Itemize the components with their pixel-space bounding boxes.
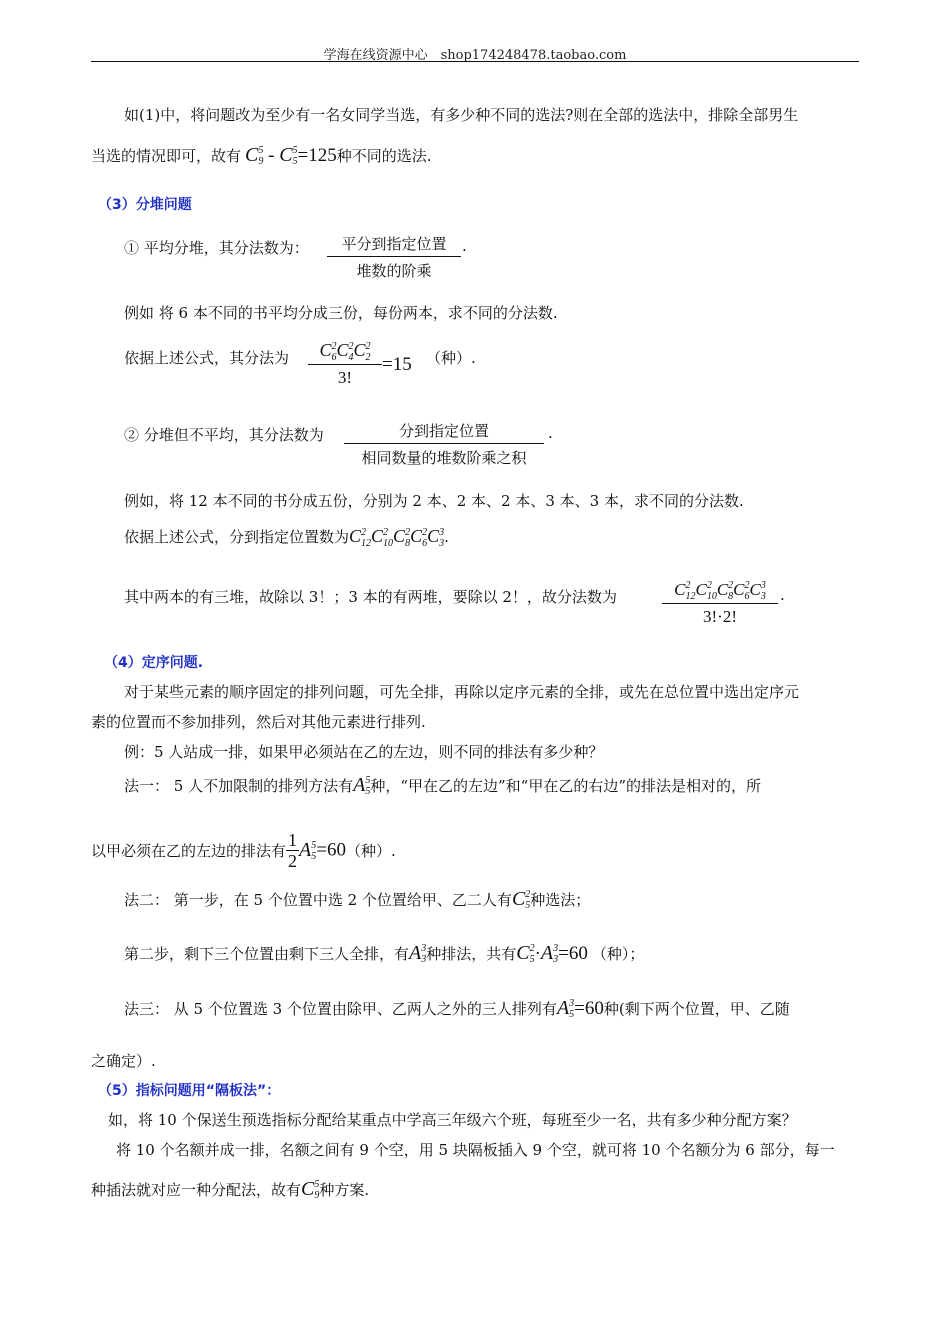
method3-text-a: 法三： 从 5 个位置选 3 个位置由除甲、乙两人之外的三人排列有 — [124, 1000, 557, 1018]
s3-p2-fraction — [344, 420, 544, 468]
page-header: 学海在线资源中心 shop174248478.taobao.com — [323, 48, 627, 63]
s3-p1-fraction — [327, 233, 461, 281]
formula-result: =125 — [297, 145, 337, 166]
method1-unit: （种）. — [345, 842, 396, 860]
method1-text-b: 种，“甲在乙的左边”和“甲在乙的右边”的排法是相对的，所 — [370, 777, 761, 795]
s4-method-2-a — [124, 888, 590, 911]
s5-p2: 将 10 个名额并成一排，名额之间有 9 个空，用 5 块隔板插入 9 个空，就可将 10 个名额分为 6 部分，每一 — [116, 1141, 835, 1159]
s3-ex2-calc — [124, 526, 449, 549]
period: . — [444, 528, 449, 546]
s3-ex2-fraction — [662, 580, 778, 627]
s4-method-3-a — [124, 997, 790, 1020]
ex1-numerator: C 2 6 C 2 4 C 2 2 — [308, 340, 382, 365]
fraction-denominator: 相同数量的堆数阶乘之积 — [361, 449, 527, 467]
s3-ex1-calc-label: 依据上述公式，其分法为 — [124, 349, 290, 367]
fraction-numerator: 分到指定位置 — [344, 420, 544, 444]
s3-p1-label: ① 平均分堆，其分法数为： — [124, 239, 309, 257]
formula-a53: A 3 5 — [556, 997, 575, 1021]
formula-c95: C 5 9 — [245, 144, 264, 168]
method3-result: =60 — [574, 998, 604, 1019]
s4-p1: 对于某些元素的顺序固定的排列问题，可先全排，再除以定序元素的全排，或先在总位置中选出定序元 — [124, 683, 800, 701]
s4-p2: 素的位置而不参加排列，然后对其他元素进行排列. — [91, 713, 426, 731]
header-rule — [91, 61, 859, 62]
method2-text-c: 第二步，剩下三个位置由剩下三人全排，有 — [124, 945, 410, 963]
s5-text-b: 种方案. — [319, 1181, 370, 1199]
method2-text-b: 种选法； — [530, 891, 591, 909]
section-4-heading: （4）定序问题. — [104, 655, 204, 671]
formula-a33: A 3 3 — [409, 942, 427, 966]
s4-method-3-b: 之确定）. — [91, 1052, 156, 1070]
intro-text-b: 种不同的选法. — [336, 147, 432, 165]
period: . — [548, 424, 553, 442]
fraction-numerator: 平分到指定位置 — [327, 233, 461, 257]
intro-line-2 — [91, 144, 432, 167]
method2-text-d: 种排法，共有 — [426, 945, 517, 963]
formula-c55: C 5 5 — [279, 144, 298, 168]
formula-c52: C 2 5 — [511, 888, 531, 912]
ex2-denominator: 3!·2! — [703, 607, 737, 627]
method2-unit: （种）； — [591, 945, 645, 963]
half-fraction: $\frac{1}{2}$ — [288, 830, 298, 871]
section-5-heading: （5）指标问题用“隔板法”： — [98, 1083, 281, 1099]
s3-p2-label: ② 分堆但不平均，其分法数为 — [124, 426, 324, 444]
s4-method-1-a — [124, 774, 761, 797]
method1-result: =60 — [316, 839, 346, 861]
formula-a55: A 5 5 — [299, 838, 317, 863]
s4-method-2-b — [124, 942, 644, 965]
method2-result: =60 — [558, 943, 588, 964]
period: . — [462, 237, 467, 255]
s4-example: 例：5 人站成一排，如果甲必须站在乙的左边，则不同的排法有多少种？ — [124, 743, 604, 761]
formula-c52-a33: C 2 5 ·A 3 3 — [516, 942, 559, 966]
s4-method-1-b — [91, 830, 396, 871]
s5-text-a: 种插法就对应一种分配法，故有 — [91, 1181, 302, 1199]
section-3-heading: （3）分堆问题 — [98, 197, 192, 213]
s3-example-1: 例如 将 6 本不同的书平均分成三份，每份两本，求不同的分法数. — [124, 304, 558, 322]
s5-p3 — [91, 1178, 369, 1201]
ex1-denominator: 3! — [337, 367, 353, 387]
method1-text-a: 法一： 5 人不加限制的排列方法有 — [124, 777, 354, 795]
fraction-denominator: 堆数的阶乘 — [356, 262, 432, 280]
ex2-calc-label: 依据上述公式，分到指定位置数为 — [124, 528, 350, 546]
method2-text-a: 法二： 第一步，在 5 个位置中选 2 个位置给甲、乙二人有 — [124, 891, 512, 909]
s3-ex2-tail: 其中两本的有三堆，故除以 3！；3 本的有两堆，要除以 2！，故分法数为 — [124, 588, 617, 606]
intro-line-1: 如(1)中，将问题改为至少有一名女同学当选，有多少种不同的选法?则在全部的选法中，排除全部男生 — [124, 106, 799, 124]
method3-text-b: 种(剩下两个位置，甲、乙随 — [603, 1000, 790, 1018]
minus-sign: - — [263, 145, 280, 166]
ex1-result: =15 — [382, 354, 412, 375]
intro-text-a: 当选的情况即可，故有 — [91, 147, 242, 165]
s5-p1: 如，将 10 个保送生预选指标分配给某重点中学高三年级六个班，每班至少一名，共有多少种分配方案？ — [108, 1111, 797, 1129]
period: . — [780, 586, 785, 604]
ex2-numerator: C 2 12 C 2 10 C 2 8 C 2 6 C 3 3 — [662, 580, 778, 604]
formula-a55: A 5 5 — [353, 774, 371, 798]
ex1-unit: （种）. — [426, 349, 476, 367]
ex2-formula: C 2 12 C 2 10 C 2 8 C 2 6 C 3 3 — [349, 526, 445, 549]
s3-example-2: 例如，将 12 本不同的书分成五份，分别为 2 本、2 本、2 本、3 本、3 本，求不同的分法数. — [124, 492, 744, 510]
s3-ex1-fraction — [308, 340, 382, 388]
formula-c95: C 5 9 — [301, 1178, 320, 1202]
method1-text-c: 以甲必须在乙的左边的排法有 — [91, 842, 287, 860]
